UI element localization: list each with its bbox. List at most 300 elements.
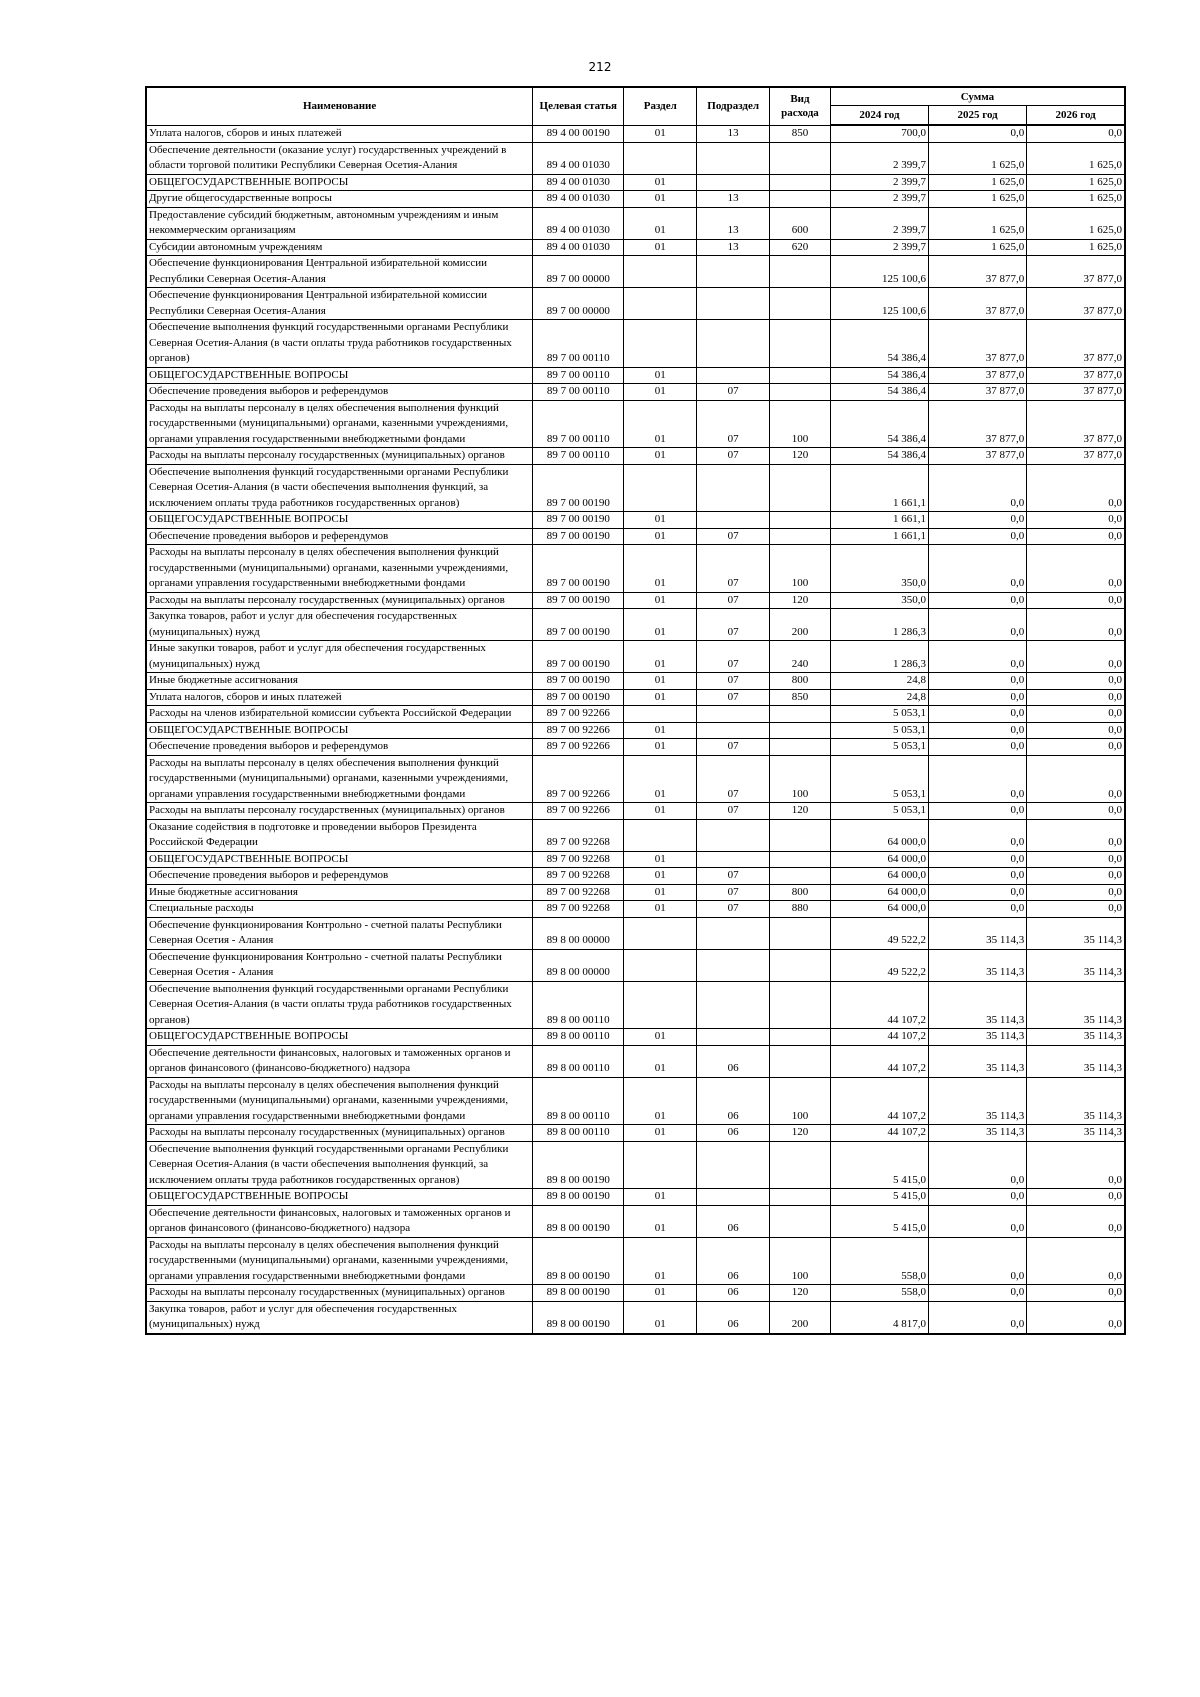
cell-expense-type xyxy=(770,320,831,368)
table-row xyxy=(146,528,1125,545)
table-row xyxy=(146,1285,1125,1302)
cell-name: Закупка товаров, работ и услуг для обеспечения государственных (муниципальных) нужд xyxy=(146,1301,533,1334)
cell-2024: 5 415,0 xyxy=(830,1205,928,1237)
cell-section xyxy=(624,464,697,512)
cell-section: 01 xyxy=(624,512,697,529)
cell-2026: 0,0 xyxy=(1027,1141,1125,1189)
table-row xyxy=(146,706,1125,723)
table-row xyxy=(146,609,1125,641)
header-sum: Сумма xyxy=(830,87,1125,106)
cell-subsection xyxy=(697,512,770,529)
cell-2025: 35 114,3 xyxy=(929,949,1027,981)
table-row xyxy=(146,174,1125,191)
cell-2025: 0,0 xyxy=(929,673,1027,690)
table-row xyxy=(146,819,1125,851)
cell-2026: 0,0 xyxy=(1027,1189,1125,1206)
cell-expense-type xyxy=(770,367,831,384)
cell-subsection: 07 xyxy=(697,448,770,465)
cell-2025: 0,0 xyxy=(929,884,1027,901)
cell-expense-type xyxy=(770,819,831,851)
header-target: Целевая статья xyxy=(533,87,624,125)
cell-expense-type: 850 xyxy=(770,125,831,142)
table-row xyxy=(146,739,1125,756)
cell-section: 01 xyxy=(624,1077,697,1125)
cell-2026: 0,0 xyxy=(1027,689,1125,706)
cell-2025: 1 625,0 xyxy=(929,174,1027,191)
cell-2026: 0,0 xyxy=(1027,803,1125,820)
cell-2025: 0,0 xyxy=(929,1237,1027,1285)
cell-subsection xyxy=(697,256,770,288)
cell-target: 89 8 00 00190 xyxy=(533,1237,624,1285)
cell-expense-type: 800 xyxy=(770,673,831,690)
cell-2024: 558,0 xyxy=(830,1237,928,1285)
cell-2024: 350,0 xyxy=(830,592,928,609)
cell-subsection: 07 xyxy=(697,803,770,820)
cell-target: 89 7 00 00110 xyxy=(533,384,624,401)
cell-name: Обеспечение выполнения функций государственными органами Республики Северная Осетия-Алания (в части обеспечения выполнения функций, за исключением оплаты труда работников государственных органов) xyxy=(146,464,533,512)
cell-name: Расходы на выплаты персоналу государственных (муниципальных) органов xyxy=(146,592,533,609)
cell-target: 89 7 00 00000 xyxy=(533,288,624,320)
cell-expense-type: 100 xyxy=(770,400,831,448)
cell-2026: 35 114,3 xyxy=(1027,1077,1125,1125)
table-row xyxy=(146,1141,1125,1189)
cell-section xyxy=(624,819,697,851)
cell-2025: 37 877,0 xyxy=(929,288,1027,320)
cell-target: 89 7 00 00190 xyxy=(533,689,624,706)
cell-section: 01 xyxy=(624,755,697,803)
cell-expense-type xyxy=(770,949,831,981)
cell-section: 01 xyxy=(624,673,697,690)
cell-name: Специальные расходы xyxy=(146,901,533,918)
cell-2024: 44 107,2 xyxy=(830,1077,928,1125)
table-row xyxy=(146,722,1125,739)
header-year-2026: 2026 год xyxy=(1027,106,1125,126)
cell-section xyxy=(624,288,697,320)
cell-subsection: 07 xyxy=(697,545,770,593)
cell-2024: 24,8 xyxy=(830,689,928,706)
cell-subsection: 13 xyxy=(697,125,770,142)
cell-section: 01 xyxy=(624,851,697,868)
table-row xyxy=(146,1029,1125,1046)
cell-2026: 0,0 xyxy=(1027,901,1125,918)
cell-2026: 0,0 xyxy=(1027,464,1125,512)
cell-target: 89 8 00 00000 xyxy=(533,917,624,949)
cell-2024: 54 386,4 xyxy=(830,448,928,465)
cell-2024: 2 399,7 xyxy=(830,174,928,191)
cell-name: Обеспечение проведения выборов и референдумов xyxy=(146,739,533,756)
cell-2025: 0,0 xyxy=(929,706,1027,723)
cell-section: 01 xyxy=(624,239,697,256)
cell-section: 01 xyxy=(624,400,697,448)
cell-2025: 0,0 xyxy=(929,592,1027,609)
cell-section: 01 xyxy=(624,1205,697,1237)
cell-subsection: 13 xyxy=(697,207,770,239)
cell-name: Обеспечение выполнения функций государственными органами Республики Северная Осетия-Алания (в части оплаты труда работников государственных органов) xyxy=(146,981,533,1029)
cell-name: Иные закупки товаров, работ и услуг для обеспечения государственных (муниципальных) нужд xyxy=(146,641,533,673)
cell-name: Обеспечение деятельности финансовых, налоговых и таможенных органов и органов финансового (финансово-бюджетного) надзора xyxy=(146,1045,533,1077)
cell-2026: 0,0 xyxy=(1027,528,1125,545)
cell-section: 01 xyxy=(624,1285,697,1302)
cell-expense-type: 850 xyxy=(770,689,831,706)
cell-2025: 35 114,3 xyxy=(929,1077,1027,1125)
cell-expense-type xyxy=(770,1029,831,1046)
header-year-2025: 2025 год xyxy=(929,106,1027,126)
cell-subsection: 06 xyxy=(697,1301,770,1334)
cell-subsection xyxy=(697,1141,770,1189)
cell-name: ОБЩЕГОСУДАРСТВЕННЫЕ ВОПРОСЫ xyxy=(146,174,533,191)
cell-2026: 37 877,0 xyxy=(1027,400,1125,448)
cell-2024: 700,0 xyxy=(830,125,928,142)
cell-section: 01 xyxy=(624,901,697,918)
cell-section: 01 xyxy=(624,448,697,465)
cell-expense-type: 120 xyxy=(770,448,831,465)
table-row xyxy=(146,1077,1125,1125)
cell-expense-type xyxy=(770,1189,831,1206)
cell-2025: 37 877,0 xyxy=(929,384,1027,401)
cell-name: Обеспечение проведения выборов и референдумов xyxy=(146,528,533,545)
cell-expense-type xyxy=(770,739,831,756)
cell-2026: 35 114,3 xyxy=(1027,917,1125,949)
cell-2024: 54 386,4 xyxy=(830,367,928,384)
cell-subsection: 07 xyxy=(697,901,770,918)
cell-2026: 37 877,0 xyxy=(1027,384,1125,401)
cell-section: 01 xyxy=(624,1045,697,1077)
cell-2026: 0,0 xyxy=(1027,739,1125,756)
cell-subsection: 06 xyxy=(697,1125,770,1142)
cell-subsection xyxy=(697,981,770,1029)
cell-2026: 35 114,3 xyxy=(1027,949,1125,981)
cell-subsection: 06 xyxy=(697,1077,770,1125)
cell-expense-type xyxy=(770,464,831,512)
cell-2025: 0,0 xyxy=(929,512,1027,529)
cell-2024: 2 399,7 xyxy=(830,207,928,239)
cell-expense-type xyxy=(770,706,831,723)
cell-name: Обеспечение деятельности (оказание услуг) государственных учреждений в области торговой политики Республики Северная Осетия-Алания xyxy=(146,142,533,174)
cell-expense-type: 600 xyxy=(770,207,831,239)
cell-2026: 0,0 xyxy=(1027,851,1125,868)
cell-2024: 64 000,0 xyxy=(830,868,928,885)
cell-subsection xyxy=(697,851,770,868)
cell-2024: 2 399,7 xyxy=(830,191,928,208)
cell-target: 89 4 00 00190 xyxy=(533,125,624,142)
cell-2026: 0,0 xyxy=(1027,884,1125,901)
cell-name: Расходы на выплаты персоналу государственных (муниципальных) органов xyxy=(146,1285,533,1302)
cell-target: 89 8 00 00190 xyxy=(533,1189,624,1206)
cell-subsection: 07 xyxy=(697,528,770,545)
cell-section: 01 xyxy=(624,803,697,820)
cell-subsection: 06 xyxy=(697,1285,770,1302)
cell-subsection xyxy=(697,464,770,512)
cell-name: Обеспечение функционирования Контрольно - счетной палаты Республики Северная Осетия - Алания xyxy=(146,917,533,949)
cell-2025: 0,0 xyxy=(929,1285,1027,1302)
cell-2024: 350,0 xyxy=(830,545,928,593)
cell-subsection xyxy=(697,367,770,384)
cell-subsection xyxy=(697,174,770,191)
cell-expense-type: 100 xyxy=(770,1077,831,1125)
cell-subsection xyxy=(697,1189,770,1206)
cell-2024: 5 415,0 xyxy=(830,1189,928,1206)
table-row xyxy=(146,884,1125,901)
cell-subsection: 07 xyxy=(697,884,770,901)
cell-2025: 37 877,0 xyxy=(929,256,1027,288)
cell-2026: 0,0 xyxy=(1027,125,1125,142)
cell-expense-type xyxy=(770,191,831,208)
cell-expense-type xyxy=(770,142,831,174)
cell-target: 89 8 00 00190 xyxy=(533,1141,624,1189)
cell-2026: 1 625,0 xyxy=(1027,174,1125,191)
cell-2026: 1 625,0 xyxy=(1027,191,1125,208)
cell-target: 89 7 00 92268 xyxy=(533,851,624,868)
header-year-2024: 2024 год xyxy=(830,106,928,126)
cell-section xyxy=(624,1141,697,1189)
cell-2025: 0,0 xyxy=(929,868,1027,885)
cell-2025: 0,0 xyxy=(929,125,1027,142)
cell-section: 01 xyxy=(624,125,697,142)
cell-target: 89 7 00 00190 xyxy=(533,545,624,593)
cell-subsection: 06 xyxy=(697,1045,770,1077)
table-row xyxy=(146,142,1125,174)
table-row xyxy=(146,400,1125,448)
cell-target: 89 7 00 92266 xyxy=(533,755,624,803)
cell-expense-type xyxy=(770,512,831,529)
cell-target: 89 4 00 01030 xyxy=(533,191,624,208)
cell-2025: 0,0 xyxy=(929,464,1027,512)
table-row xyxy=(146,191,1125,208)
cell-2024: 54 386,4 xyxy=(830,400,928,448)
cell-2025: 0,0 xyxy=(929,1189,1027,1206)
cell-2024: 5 053,1 xyxy=(830,803,928,820)
cell-name: ОБЩЕГОСУДАРСТВЕННЫЕ ВОПРОСЫ xyxy=(146,512,533,529)
table-row xyxy=(146,545,1125,593)
table-row xyxy=(146,239,1125,256)
cell-expense-type xyxy=(770,917,831,949)
cell-2025: 35 114,3 xyxy=(929,1029,1027,1046)
cell-2026: 0,0 xyxy=(1027,592,1125,609)
cell-2024: 44 107,2 xyxy=(830,1029,928,1046)
cell-expense-type: 200 xyxy=(770,609,831,641)
budget-table xyxy=(145,86,1126,1335)
table-row xyxy=(146,641,1125,673)
cell-section: 01 xyxy=(624,592,697,609)
cell-section: 01 xyxy=(624,722,697,739)
cell-2024: 54 386,4 xyxy=(830,384,928,401)
cell-2024: 44 107,2 xyxy=(830,1125,928,1142)
cell-2024: 1 661,1 xyxy=(830,528,928,545)
cell-2024: 1 286,3 xyxy=(830,641,928,673)
cell-2024: 64 000,0 xyxy=(830,884,928,901)
cell-section: 01 xyxy=(624,384,697,401)
cell-2025: 1 625,0 xyxy=(929,142,1027,174)
cell-2025: 0,0 xyxy=(929,739,1027,756)
cell-section: 01 xyxy=(624,1125,697,1142)
cell-expense-type: 120 xyxy=(770,592,831,609)
table-row xyxy=(146,1125,1125,1142)
cell-subsection: 07 xyxy=(697,739,770,756)
table-row xyxy=(146,1045,1125,1077)
cell-expense-type: 120 xyxy=(770,803,831,820)
cell-2025: 0,0 xyxy=(929,901,1027,918)
cell-2026: 0,0 xyxy=(1027,512,1125,529)
cell-expense-type xyxy=(770,1045,831,1077)
cell-expense-type: 880 xyxy=(770,901,831,918)
cell-target: 89 8 00 00110 xyxy=(533,1125,624,1142)
cell-2026: 0,0 xyxy=(1027,673,1125,690)
cell-2024: 2 399,7 xyxy=(830,142,928,174)
cell-subsection xyxy=(697,819,770,851)
cell-expense-type xyxy=(770,1141,831,1189)
cell-section: 01 xyxy=(624,609,697,641)
cell-name: Обеспечение функционирования Центральной избирательной комиссии Республики Северная Осетия-Алания xyxy=(146,288,533,320)
cell-expense-type: 120 xyxy=(770,1285,831,1302)
cell-2024: 44 107,2 xyxy=(830,981,928,1029)
cell-2024: 54 386,4 xyxy=(830,320,928,368)
cell-2025: 37 877,0 xyxy=(929,367,1027,384)
cell-2026: 0,0 xyxy=(1027,1301,1125,1334)
cell-2025: 1 625,0 xyxy=(929,239,1027,256)
cell-expense-type xyxy=(770,288,831,320)
cell-2024: 2 399,7 xyxy=(830,239,928,256)
cell-section: 01 xyxy=(624,174,697,191)
cell-target: 89 4 00 01030 xyxy=(533,207,624,239)
cell-target: 89 7 00 92268 xyxy=(533,901,624,918)
cell-subsection: 07 xyxy=(697,609,770,641)
cell-target: 89 7 00 00190 xyxy=(533,641,624,673)
cell-2025: 1 625,0 xyxy=(929,191,1027,208)
cell-section: 01 xyxy=(624,641,697,673)
cell-name: Расходы на выплаты персоналу государственных (муниципальных) органов xyxy=(146,448,533,465)
cell-2026: 1 625,0 xyxy=(1027,239,1125,256)
cell-section: 01 xyxy=(624,545,697,593)
cell-target: 89 7 00 00190 xyxy=(533,464,624,512)
cell-2026: 0,0 xyxy=(1027,819,1125,851)
table-row xyxy=(146,512,1125,529)
cell-name: Субсидии автономным учреждениям xyxy=(146,239,533,256)
cell-section: 01 xyxy=(624,1029,697,1046)
cell-subsection xyxy=(697,142,770,174)
header-section: Раздел xyxy=(624,87,697,125)
table-row xyxy=(146,1205,1125,1237)
cell-subsection: 06 xyxy=(697,1237,770,1285)
table-row xyxy=(146,981,1125,1029)
cell-2025: 35 114,3 xyxy=(929,1125,1027,1142)
table-row xyxy=(146,125,1125,142)
cell-name: Другие общегосударственные вопросы xyxy=(146,191,533,208)
cell-2024: 24,8 xyxy=(830,673,928,690)
cell-name: ОБЩЕГОСУДАРСТВЕННЫЕ ВОПРОСЫ xyxy=(146,851,533,868)
table-row xyxy=(146,1237,1125,1285)
cell-target: 89 7 00 00190 xyxy=(533,512,624,529)
table-row xyxy=(146,851,1125,868)
cell-target: 89 7 00 92266 xyxy=(533,706,624,723)
cell-target: 89 7 00 00190 xyxy=(533,592,624,609)
cell-2025: 0,0 xyxy=(929,1301,1027,1334)
cell-2025: 0,0 xyxy=(929,851,1027,868)
cell-2024: 5 053,1 xyxy=(830,739,928,756)
cell-expense-type xyxy=(770,256,831,288)
cell-2026: 0,0 xyxy=(1027,1205,1125,1237)
cell-section xyxy=(624,917,697,949)
cell-subsection: 13 xyxy=(697,191,770,208)
cell-subsection: 13 xyxy=(697,239,770,256)
cell-subsection xyxy=(697,706,770,723)
table-row xyxy=(146,592,1125,609)
cell-2026: 37 877,0 xyxy=(1027,256,1125,288)
cell-target: 89 7 00 00110 xyxy=(533,448,624,465)
cell-2025: 0,0 xyxy=(929,819,1027,851)
table-row xyxy=(146,1189,1125,1206)
cell-expense-type: 200 xyxy=(770,1301,831,1334)
cell-target: 89 8 00 00110 xyxy=(533,1077,624,1125)
cell-name: ОБЩЕГОСУДАРСТВЕННЫЕ ВОПРОСЫ xyxy=(146,1029,533,1046)
table-row xyxy=(146,320,1125,368)
table-row xyxy=(146,448,1125,465)
cell-target: 89 7 00 00190 xyxy=(533,673,624,690)
cell-target: 89 8 00 00110 xyxy=(533,1045,624,1077)
cell-name: Обеспечение деятельности финансовых, налоговых и таможенных органов и органов финансового (финансово-бюджетного) надзора xyxy=(146,1205,533,1237)
cell-2025: 37 877,0 xyxy=(929,448,1027,465)
cell-subsection: 07 xyxy=(697,755,770,803)
cell-2025: 0,0 xyxy=(929,545,1027,593)
cell-section xyxy=(624,706,697,723)
cell-subsection: 07 xyxy=(697,400,770,448)
table-row xyxy=(146,464,1125,512)
header-expense-type: Вид расхода xyxy=(770,87,831,125)
cell-2026: 37 877,0 xyxy=(1027,367,1125,384)
table-row xyxy=(146,868,1125,885)
cell-name: Обеспечение выполнения функций государственными органами Республики Северная Осетия-Алания (в части обеспечения выполнения функций, за исключением оплаты труда работников государственных органов) xyxy=(146,1141,533,1189)
table-row xyxy=(146,689,1125,706)
cell-expense-type xyxy=(770,174,831,191)
cell-target: 89 7 00 92266 xyxy=(533,722,624,739)
cell-2024: 125 100,6 xyxy=(830,256,928,288)
table-row xyxy=(146,803,1125,820)
cell-expense-type xyxy=(770,1205,831,1237)
table-header xyxy=(146,87,1125,125)
cell-name: ОБЩЕГОСУДАРСТВЕННЫЕ ВОПРОСЫ xyxy=(146,722,533,739)
cell-expense-type: 100 xyxy=(770,545,831,593)
cell-2026: 35 114,3 xyxy=(1027,1029,1125,1046)
cell-2025: 37 877,0 xyxy=(929,320,1027,368)
cell-2025: 1 625,0 xyxy=(929,207,1027,239)
cell-2026: 0,0 xyxy=(1027,868,1125,885)
cell-expense-type xyxy=(770,868,831,885)
table-row xyxy=(146,207,1125,239)
cell-2024: 5 053,1 xyxy=(830,755,928,803)
cell-2025: 35 114,3 xyxy=(929,917,1027,949)
cell-subsection xyxy=(697,1029,770,1046)
cell-2026: 35 114,3 xyxy=(1027,1045,1125,1077)
cell-expense-type xyxy=(770,528,831,545)
cell-expense-type: 620 xyxy=(770,239,831,256)
cell-target: 89 8 00 00190 xyxy=(533,1285,624,1302)
cell-expense-type: 800 xyxy=(770,884,831,901)
cell-2026: 35 114,3 xyxy=(1027,981,1125,1029)
cell-2025: 35 114,3 xyxy=(929,981,1027,1029)
cell-2025: 0,0 xyxy=(929,803,1027,820)
table-row xyxy=(146,755,1125,803)
cell-2026: 0,0 xyxy=(1027,641,1125,673)
cell-2025: 0,0 xyxy=(929,689,1027,706)
cell-name: Оказание содействия в подготовке и проведении выборов Президента Российской Федерации xyxy=(146,819,533,851)
cell-target: 89 8 00 00110 xyxy=(533,1029,624,1046)
cell-name: Расходы на выплаты персоналу в целях обеспечения выполнения функций государственными (муниципальными) органами, казенными учреждениями, органами управления государственными внебюджетными фондами xyxy=(146,1237,533,1285)
table-row xyxy=(146,949,1125,981)
cell-subsection xyxy=(697,320,770,368)
cell-2024: 44 107,2 xyxy=(830,1045,928,1077)
cell-expense-type xyxy=(770,722,831,739)
cell-2024: 49 522,2 xyxy=(830,917,928,949)
cell-2024: 558,0 xyxy=(830,1285,928,1302)
